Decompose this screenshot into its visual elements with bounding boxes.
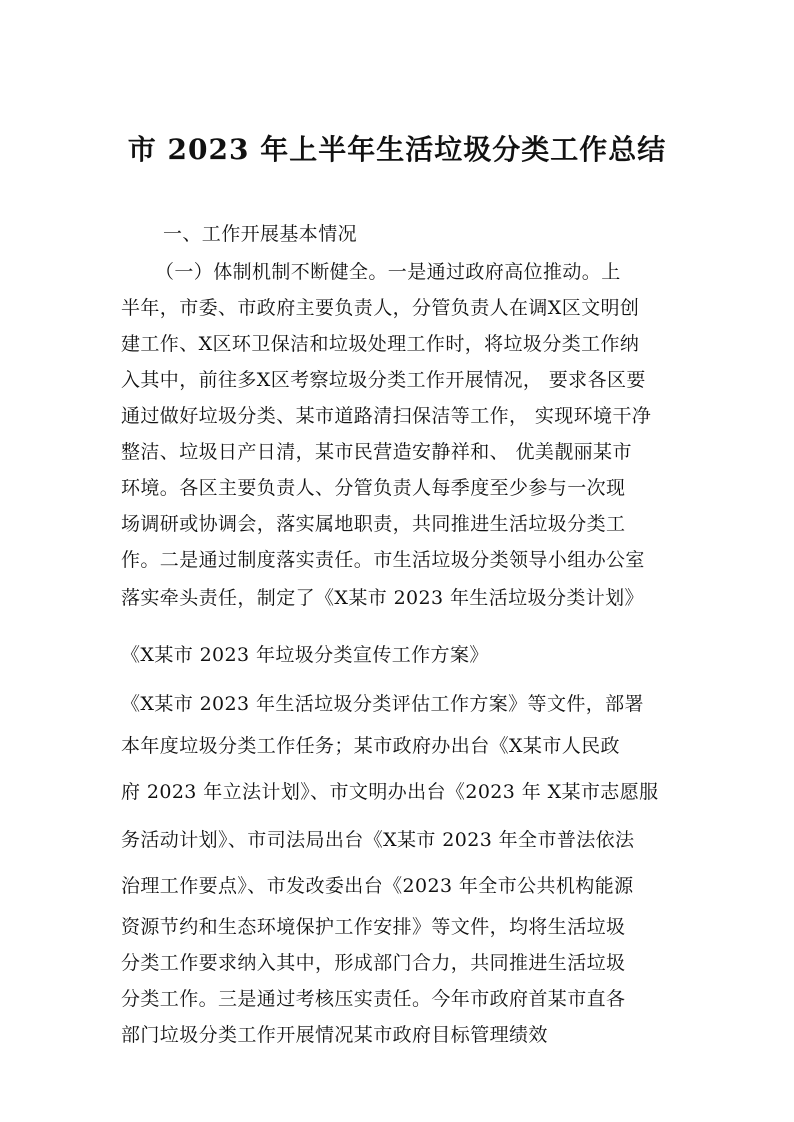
paragraph-line: 整洁、垃圾日产日清，某市民营造安静祥和、 优美靓丽某市 <box>121 441 632 463</box>
paragraph-line: 《X某市 2023 年生活垃圾分类评估工作方案》等文件，部署 <box>121 693 644 715</box>
paragraph-line: 落实牵头责任，制定了《X某市 2023 年生活垃圾分类计划》 <box>121 587 644 609</box>
paragraph-line: 《X某市 2023 年垃圾分类宣传工作方案》 <box>121 644 489 666</box>
paragraph-line: 作。二是通过制度落实责任。市生活垃圾分类领导小组办公室 <box>121 549 645 571</box>
paragraph-line: （一）体制机制不断健全。一是通过政府高位推动。上 <box>155 261 621 283</box>
paragraph-line: 资源节约和生态环境保护工作安排》等文件，均将生活垃圾 <box>121 916 626 938</box>
paragraph-line: 半年，市委、市政府主要负责人，分管负责人在调X区文明创 <box>121 297 640 319</box>
paragraph-line: 分类工作。三是通过考核压实责任。今年市政府首某市直各 <box>121 988 626 1010</box>
paragraph-line: 治理工作要点》、市发改委出台《2023 年全市公共机构能源 <box>121 875 634 897</box>
paragraph-line: 建工作、X区环卫保洁和垃圾处理工作时，将垃圾分类工作纳 <box>121 333 640 355</box>
document-title: 市 2023 年上半年生活垃圾分类工作总结 <box>127 133 667 166</box>
paragraph-line: 入其中，前往多X区考察垃圾分类工作开展情况， 要求各区要 <box>121 369 646 391</box>
paragraph-line: 务活动计划》、市司法局出台《X某市 2023 年全市普法依法 <box>121 829 635 851</box>
paragraph-line: 场调研或协调会，落实属地职责，共同推进生活垃圾分类工 <box>121 513 626 535</box>
section-heading: 一、工作开展基本情况 <box>163 223 358 245</box>
paragraph-line: 通过做好垃圾分类、某市道路清扫保洁等工作， 实现环境干净 <box>121 405 652 427</box>
paragraph-line: 府 2023 年立法计划》、市文明办出台《2023 年 X某市志愿服 <box>121 781 659 803</box>
paragraph-line: 本年度垃圾分类工作任务；某市政府办出台《X某市人民政 <box>121 735 620 757</box>
paragraph-line: 环境。各区主要负责人、分管负责人每季度至少参与一次现 <box>121 477 626 499</box>
paragraph-line: 分类工作要求纳入其中，形成部门合力，共同推进生活垃圾 <box>121 952 626 974</box>
paragraph-line: 部门垃圾分类工作开展情况某市政府目标管理绩效 <box>121 1024 548 1046</box>
